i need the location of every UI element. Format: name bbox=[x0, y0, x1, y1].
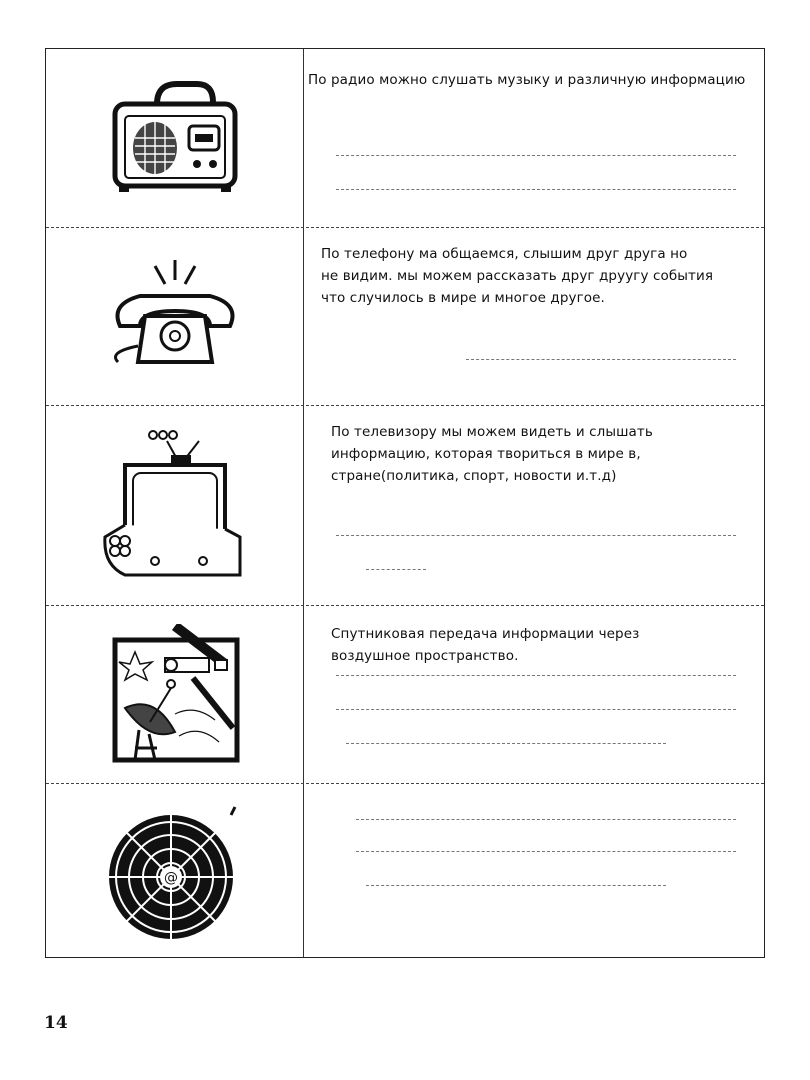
answer-line bbox=[346, 743, 666, 744]
radio-icon bbox=[105, 78, 245, 198]
answer-line bbox=[466, 359, 736, 360]
svg-text:@: @ bbox=[163, 870, 178, 886]
answer-line bbox=[366, 885, 666, 886]
radio-answer bbox=[308, 69, 756, 91]
satellite-answer bbox=[331, 623, 756, 667]
television-icon bbox=[95, 425, 255, 585]
television-cell bbox=[46, 405, 303, 605]
page-number: 14 bbox=[44, 1013, 68, 1033]
answer-line bbox=[336, 675, 736, 676]
answer-text-4: Спутниковая передача информации через воздушное пространство. bbox=[331, 626, 640, 664]
internet-web-icon bbox=[105, 801, 245, 941]
answer-line bbox=[336, 709, 736, 710]
telephone-answer bbox=[321, 243, 756, 309]
answer-text-3: По телевизору мы можем видеть и слышать информацию, которая твориться в мире в, стране(политика, спорт, новости и.т.д) bbox=[331, 424, 653, 484]
answer-line bbox=[356, 851, 736, 852]
worksheet-table bbox=[45, 48, 765, 958]
satellite-cell bbox=[46, 605, 303, 783]
answer-line bbox=[336, 189, 736, 190]
satellite-icon bbox=[105, 624, 245, 764]
answer-text-2: По телефону ма общаемся, слышим друг друга но не видим. мы можем рассказать друг друугу события что случилось в мире и многое другое. bbox=[321, 246, 714, 306]
column-divider bbox=[303, 49, 304, 957]
answer-line bbox=[336, 155, 736, 156]
telephone-cell bbox=[46, 227, 303, 405]
answer-text-1: По радио можно слушать музыку и различную информацию bbox=[308, 72, 746, 88]
telephone-icon bbox=[100, 256, 250, 376]
radio-cell bbox=[46, 49, 303, 227]
answer-line bbox=[366, 569, 426, 570]
answer-line bbox=[356, 819, 736, 820]
internet-cell bbox=[46, 783, 303, 959]
answer-line bbox=[336, 535, 736, 536]
television-answer bbox=[331, 421, 756, 487]
